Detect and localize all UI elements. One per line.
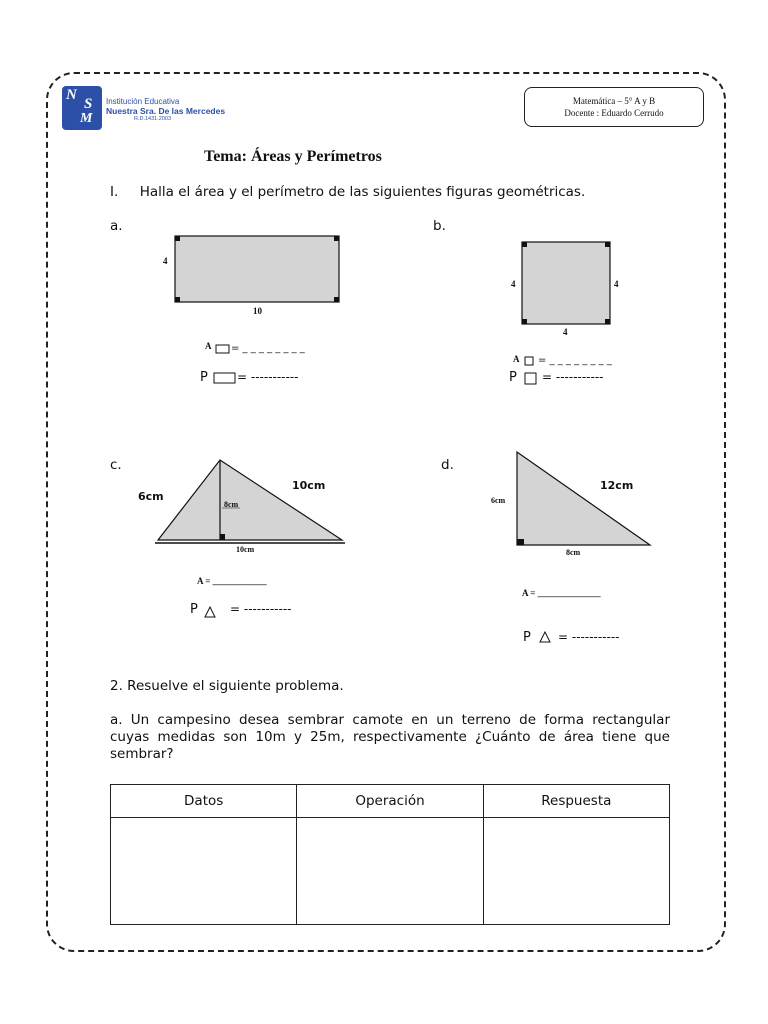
answer-table bbox=[110, 784, 670, 925]
corner-mark bbox=[175, 297, 180, 302]
page-title: Tema: Áreas y Perímetros bbox=[204, 148, 382, 165]
rect-height-label: 4 bbox=[163, 256, 168, 266]
square-symbol bbox=[525, 373, 536, 384]
table-cell-respuesta[interactable] bbox=[483, 818, 669, 925]
institution-resolution: R.D.1431.2003 bbox=[134, 116, 171, 122]
square-area-prefix: A bbox=[513, 354, 520, 364]
triangle-d-perimeter-blank: = ----------- bbox=[558, 630, 620, 644]
corner-mark bbox=[522, 242, 527, 247]
logo-letter-n: N bbox=[66, 87, 77, 103]
institution-name: Nuestra Sra. De las Mercedes bbox=[106, 106, 226, 116]
corner-mark bbox=[334, 236, 339, 241]
square-perimeter-blank: = ----------- bbox=[542, 370, 604, 384]
logo-letter-m: M bbox=[80, 111, 93, 126]
instruction-2: 2. Resuelve el siguiente problema. bbox=[110, 678, 344, 694]
teacher-info: Docente : Eduardo Cerrudo bbox=[564, 108, 664, 118]
label-a: a. bbox=[110, 218, 123, 234]
rectangle-figure bbox=[175, 236, 339, 302]
square-perimeter-prefix: P bbox=[509, 370, 517, 385]
logo-letter-s: S bbox=[84, 96, 93, 112]
triangle-c-figure bbox=[158, 460, 342, 540]
rect-area-blank: = _ _ _ _ _ _ _ _ bbox=[231, 343, 305, 354]
triangle-symbol bbox=[205, 607, 215, 617]
instruction-1: I. Halla el área y el perímetro de las siguientes figuras geométricas. bbox=[110, 184, 586, 200]
table-header-datos: Datos bbox=[111, 785, 297, 818]
rect-perimeter-prefix: P bbox=[200, 370, 208, 385]
rect-perimeter-blank: = ----------- bbox=[237, 370, 299, 384]
label-b: b. bbox=[433, 218, 446, 234]
problem-statement: a. Un campesino desea sembrar camote en un terreno de forma rectangular cuyas medidas son 10m y 25m, respectivamente ¿Cuánto de área tiene que sembrar? bbox=[110, 712, 670, 762]
triangle-c-perimeter-prefix: P bbox=[190, 602, 198, 617]
triangle-d-base-label: 8cm bbox=[566, 548, 581, 557]
triangle-d-perimeter-prefix: P bbox=[523, 630, 531, 645]
table-header-respuesta: Respuesta bbox=[483, 785, 669, 818]
right-angle-mark bbox=[517, 539, 524, 545]
triangle-c-area: A = ____________ bbox=[197, 576, 267, 586]
triangle-c-perimeter-blank: = ----------- bbox=[230, 602, 292, 616]
rectangle-symbol bbox=[216, 345, 229, 353]
institution-line1: Institución Educativa bbox=[106, 97, 180, 106]
triangle-d-figure bbox=[517, 452, 650, 545]
square-area-blank: = _ _ _ _ _ _ _ _ bbox=[538, 355, 612, 366]
label-c: c. bbox=[110, 457, 122, 473]
corner-mark bbox=[334, 297, 339, 302]
table-cell-operacion[interactable] bbox=[297, 818, 483, 925]
rect-base-label: 10 bbox=[253, 306, 262, 316]
square-bottom-label: 4 bbox=[563, 327, 568, 337]
square-figure bbox=[522, 242, 610, 324]
corner-mark bbox=[605, 242, 610, 247]
triangle-d-hypotenuse-label: 12cm bbox=[600, 479, 634, 492]
course-info: Matemática – 5° A y B bbox=[572, 96, 656, 106]
triangle-c-right-label: 10cm bbox=[292, 479, 326, 492]
label-d: d. bbox=[441, 457, 454, 473]
triangle-d-left-label: 6cm bbox=[491, 496, 506, 505]
square-symbol bbox=[525, 357, 533, 365]
triangle-c-left-label: 6cm bbox=[138, 490, 164, 503]
triangle-c-height-label: 8cm bbox=[224, 500, 239, 509]
square-right-label: 4 bbox=[614, 279, 619, 289]
table-header-operacion: Operación bbox=[297, 785, 483, 818]
square-left-label: 4 bbox=[511, 279, 516, 289]
rect-area-prefix: A bbox=[205, 341, 212, 351]
triangle-d-area: A = ______________ bbox=[522, 588, 601, 598]
right-angle-mark bbox=[220, 534, 225, 540]
rectangle-symbol bbox=[214, 373, 235, 383]
corner-mark bbox=[522, 319, 527, 324]
corner-mark bbox=[175, 236, 180, 241]
table-cell-datos[interactable] bbox=[111, 818, 297, 925]
triangle-c-base-label: 10cm bbox=[236, 545, 255, 554]
triangle-symbol bbox=[540, 632, 550, 642]
corner-mark bbox=[605, 319, 610, 324]
